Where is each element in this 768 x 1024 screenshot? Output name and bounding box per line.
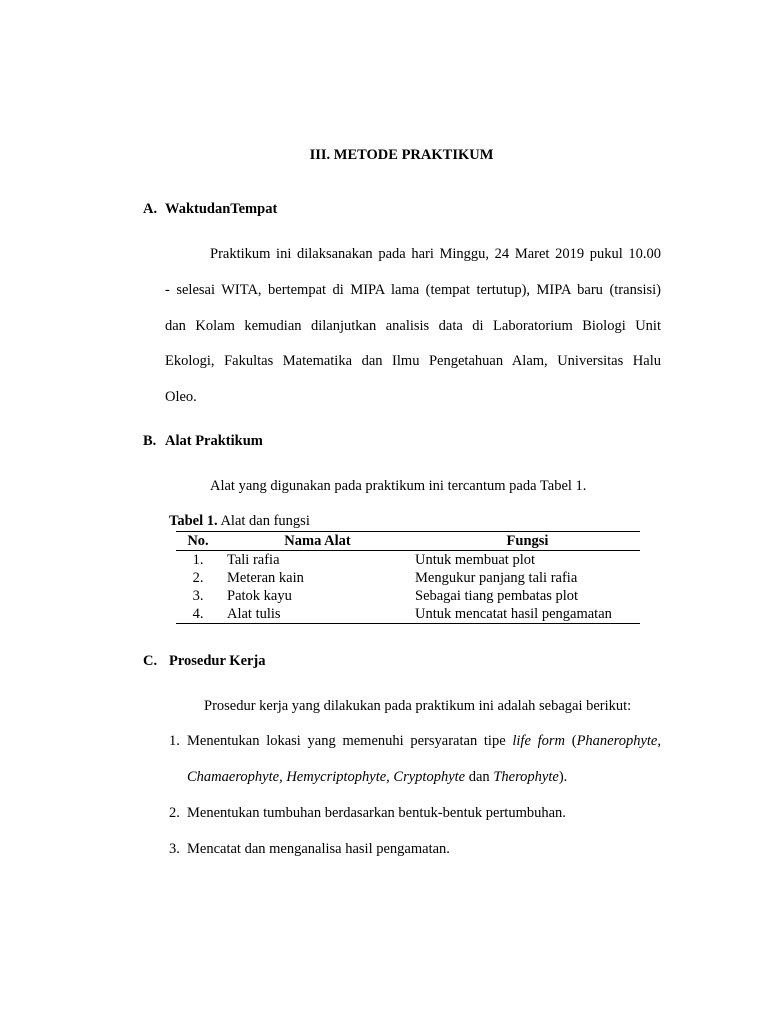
section-title: Prosedur Kerja	[169, 653, 266, 669]
cell-function: Mengukur panjang tali rafia	[415, 570, 578, 586]
step-text: dan	[465, 769, 494, 785]
tools-table	[176, 531, 640, 624]
cell-no: 4.	[192, 606, 204, 622]
paragraph-line: Praktikum ini dilaksanakan pada hari Minggu, 24 Maret 2019 pukul 10.00	[210, 246, 661, 262]
cell-name: Meteran kain	[227, 570, 304, 586]
table-row	[176, 605, 640, 624]
section-letter: A.	[143, 201, 158, 217]
section-letter: C.	[143, 653, 158, 669]
step-number: 3.	[169, 841, 180, 857]
table-caption	[169, 513, 310, 530]
header-name: Nama Alat	[284, 533, 351, 549]
step-text: (	[565, 733, 577, 749]
cell-no: 2.	[192, 570, 204, 586]
cell-name: Patok kayu	[227, 588, 292, 604]
step-text: ).	[558, 769, 568, 785]
paragraph-line: Ekologi, Fakultas Matematika dan Ilmu Pengetahuan Alam, Universitas Halu	[165, 353, 661, 369]
header-no: No.	[187, 533, 209, 549]
table-caption-label: Tabel 1.	[169, 513, 218, 529]
paragraph-line: - selesai WITA, bertempat di MIPA lama (tempat tertutup), MIPA baru (transisi)	[165, 282, 661, 298]
procedure-intro: Prosedur kerja yang dilakukan pada praktikum ini adalah sebagai berikut:	[204, 698, 632, 714]
section-heading-a	[143, 201, 277, 218]
step-text-line-1	[187, 733, 661, 750]
table-intro: Alat yang digunakan pada praktikum ini tercantum pada Tabel 1.	[210, 478, 587, 494]
page-title: III. METODE PRAKTIKUM	[309, 147, 494, 163]
section-heading-b	[143, 433, 263, 450]
paragraph-line: Oleo.	[165, 389, 197, 405]
cell-name: Alat tulis	[227, 606, 281, 622]
cell-no: 3.	[192, 588, 204, 604]
step-text-line-2	[187, 769, 567, 786]
table-row	[176, 551, 640, 570]
step-text-italic: Therophyte	[493, 769, 559, 785]
section-letter: B.	[143, 433, 157, 449]
table-row	[176, 587, 640, 605]
step-number: 2.	[169, 805, 180, 821]
table-header-row	[176, 532, 640, 551]
cell-name: Tali rafia	[227, 552, 280, 568]
table-row	[176, 569, 640, 587]
header-function: Fungsi	[506, 533, 549, 549]
step-text-italic: Phanerophyte,	[576, 733, 661, 749]
cell-function: Untuk membuat plot	[415, 552, 536, 568]
table-caption-text: Alat dan fungsi	[217, 513, 310, 529]
cell-function: Sebagai tiang pembatas plot	[415, 588, 579, 604]
section-title: WaktudanTempat	[165, 201, 278, 217]
section-heading-c	[143, 653, 266, 670]
step-text: Mencatat dan menganalisa hasil pengamatan.	[187, 841, 450, 857]
step-text: Menentukan tumbuhan berdasarkan bentuk-bentuk pertumbuhan.	[187, 805, 566, 821]
step-number: 1.	[169, 733, 180, 749]
section-title: Alat Praktikum	[165, 433, 263, 449]
step-text: Menentukan lokasi yang memenuhi persyaratan tipe	[187, 733, 513, 749]
step-text-italic: life form	[512, 733, 566, 749]
step-text-italic: Chamaerophyte, Hemycriptophyte, Cryptophyte	[187, 769, 466, 785]
paragraph-line: dan Kolam kemudian dilanjutkan analisis data di Laboratorium Biologi Unit	[165, 318, 661, 334]
cell-no: 1.	[192, 552, 204, 568]
cell-function: Untuk mencatat hasil pengamatan	[415, 606, 612, 622]
